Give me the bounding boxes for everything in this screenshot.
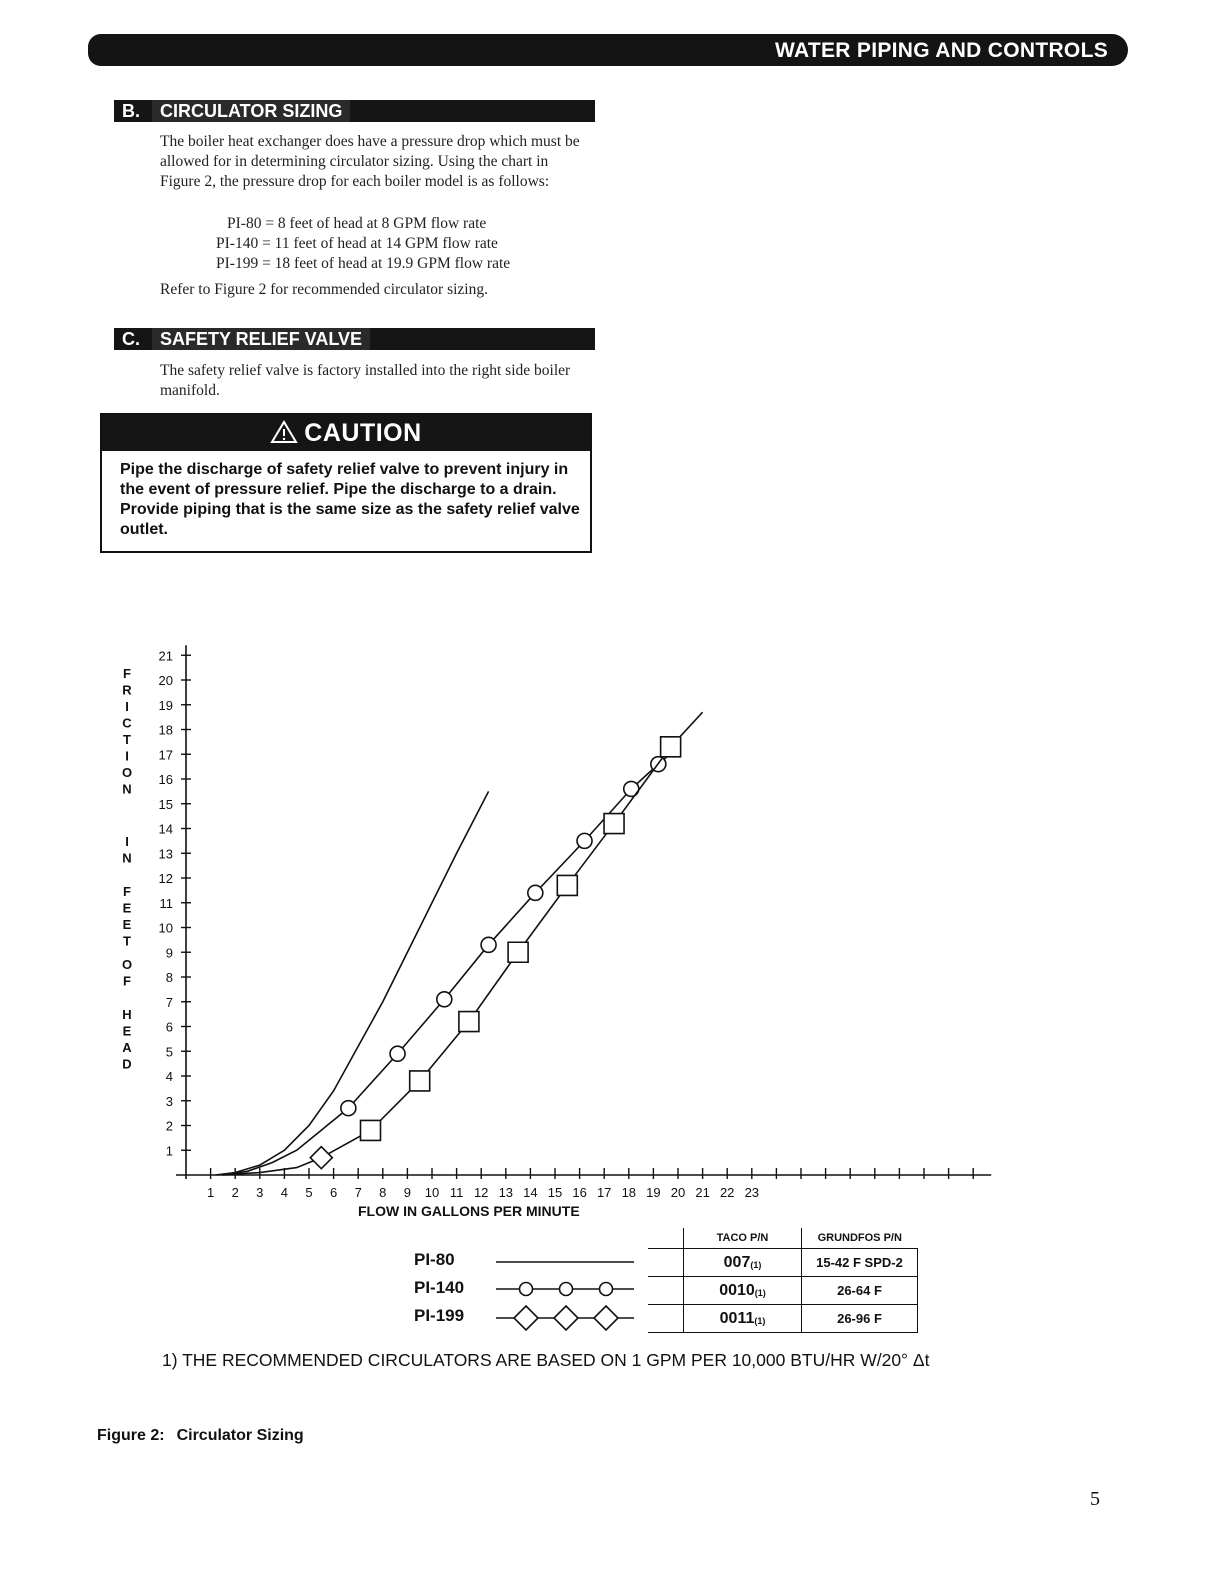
x-tick-label: 6 bbox=[329, 1185, 338, 1200]
circle-marker bbox=[528, 885, 543, 900]
y-axis-label-letter: O bbox=[121, 957, 133, 972]
series-line-pi-80 bbox=[216, 791, 489, 1175]
legend-diamond-marker bbox=[594, 1306, 618, 1330]
x-tick-label: 16 bbox=[572, 1185, 587, 1200]
y-tick-label: 1 bbox=[165, 1143, 173, 1159]
legend-label-pi140: PI-140 bbox=[414, 1278, 465, 1297]
diamond-marker bbox=[361, 1120, 381, 1140]
x-tick-label: 5 bbox=[305, 1185, 313, 1200]
header-title: WATER PIPING AND CONTROLS bbox=[775, 39, 1108, 62]
y-tick-label: 19 bbox=[158, 697, 173, 713]
x-tick-label: 10 bbox=[424, 1185, 440, 1200]
y-tick-label: 4 bbox=[165, 1069, 173, 1084]
x-tick-label: 12 bbox=[473, 1185, 489, 1200]
y-tick-label: 15 bbox=[158, 796, 173, 812]
taco-pn-cell: $007_{(1)}$ bbox=[684, 1249, 802, 1277]
y-tick-label: 17 bbox=[158, 747, 173, 763]
section-b-letter: B. bbox=[122, 101, 140, 121]
section-b-refer: Refer to Figure 2 for recommended circulator sizing. bbox=[160, 281, 488, 298]
y-tick-label: 14 bbox=[158, 821, 173, 837]
y-axis-label-letter: T bbox=[123, 732, 131, 747]
circulator-table bbox=[648, 1228, 918, 1333]
x-tick-label: 8 bbox=[379, 1185, 387, 1200]
y-tick-label: 10 bbox=[158, 920, 173, 936]
section-b-header bbox=[114, 100, 595, 122]
section-b-paragraph: The boiler heat exchanger does have a pressure drop which must be allowed for in determining circulator sizing. Using the chart in Figure 2, the pressure drop for each boiler model is as follows: bbox=[160, 133, 580, 190]
circle-marker bbox=[390, 1046, 405, 1061]
page-number: 5 bbox=[1090, 1488, 1100, 1510]
legend-circle-marker bbox=[600, 1283, 613, 1296]
diamond-marker bbox=[661, 737, 681, 757]
y-axis-label-letter: E bbox=[122, 900, 132, 916]
x-tick-label: 22 bbox=[719, 1185, 735, 1200]
table-row bbox=[648, 1249, 918, 1277]
x-tick-label: 23 bbox=[744, 1185, 760, 1200]
x-tick-label: 14 bbox=[523, 1185, 538, 1200]
circulator-sizing-chart bbox=[0, 630, 1210, 1210]
y-axis-label-letter: O bbox=[121, 765, 133, 780]
x-tick-label: 2 bbox=[231, 1185, 239, 1200]
grundfos-pn-cell: 26-96 F bbox=[802, 1305, 918, 1333]
y-tick-label: 2 bbox=[165, 1118, 173, 1134]
x-tick-label: 19 bbox=[646, 1185, 661, 1200]
legend-circle-marker bbox=[520, 1283, 533, 1296]
x-tick-label: 4 bbox=[280, 1185, 289, 1200]
caution-text: Pipe the discharge of safety relief valve to prevent injury in the event of pressure relief. Pipe the discharge to a drain. Provide piping that is the same size as the safety relief valve outlet. bbox=[120, 461, 580, 538]
circle-marker bbox=[577, 833, 592, 848]
x-tick-label: 21 bbox=[695, 1185, 710, 1200]
x-tick-label: 9 bbox=[403, 1185, 412, 1200]
legend-diamond-marker bbox=[514, 1306, 538, 1330]
y-tick-label: 21 bbox=[158, 648, 173, 664]
y-tick-label: 11 bbox=[159, 895, 173, 911]
diamond-marker bbox=[310, 1147, 332, 1169]
section-c-header bbox=[114, 328, 595, 350]
y-axis-label-letter: F bbox=[123, 666, 131, 681]
grundfos-pn-cell: 15-42 F SPD-2 bbox=[802, 1249, 918, 1277]
top-banner bbox=[88, 34, 1128, 66]
x-tick-label: 1 bbox=[206, 1185, 215, 1200]
y-axis-label-letter: F bbox=[123, 973, 131, 989]
circle-marker bbox=[481, 937, 496, 952]
taco-pn-cell: $0011_{(1)}$ bbox=[684, 1305, 802, 1333]
spec-line-pi199: PI-199 = 18 feet of head at 19.9 GPM flow rate bbox=[216, 255, 511, 272]
x-tick-label: 15 bbox=[547, 1185, 563, 1200]
y-tick-label: 3 bbox=[165, 1093, 173, 1109]
diamond-marker bbox=[557, 875, 577, 895]
grundfos-pn-cell: 26-64 F bbox=[802, 1277, 918, 1305]
figure-caption bbox=[97, 1427, 304, 1445]
y-axis-label-letter: C bbox=[122, 715, 132, 731]
y-axis-label-letter: E bbox=[122, 917, 132, 932]
x-tick-label: 13 bbox=[498, 1185, 514, 1200]
x-tick-label: 11 bbox=[449, 1185, 464, 1200]
circle-marker bbox=[341, 1101, 356, 1116]
circle-marker bbox=[437, 992, 452, 1007]
y-axis-label-letter: R bbox=[122, 682, 132, 698]
y-tick-label: 6 bbox=[165, 1019, 173, 1035]
y-axis-label-letter: D bbox=[122, 1056, 132, 1072]
table-header-taco: TACO P/N bbox=[684, 1228, 802, 1249]
y-tick-label: 5 bbox=[165, 1044, 173, 1060]
legend-label-pi199: PI-199 bbox=[414, 1306, 465, 1325]
y-axis-label-letter: I bbox=[125, 748, 129, 764]
caution-title: CAUTION bbox=[304, 419, 422, 447]
table-header-grundfos: GRUNDFOS P/N bbox=[802, 1228, 918, 1249]
footnote: 1) THE RECOMMENDED CIRCULATORS ARE BASED ON 1 GPM PER 10,000 BTU/HR W/20° Δt bbox=[162, 1350, 930, 1370]
x-axis-label: FLOW IN GALLONS PER MINUTE bbox=[358, 1203, 580, 1219]
y-tick-label: 8 bbox=[165, 970, 173, 985]
x-tick-label: 18 bbox=[621, 1185, 637, 1200]
figure-label: Figure 2: bbox=[97, 1427, 165, 1444]
y-tick-label: 18 bbox=[158, 722, 173, 738]
y-tick-label: 13 bbox=[158, 846, 173, 862]
taco-pn-cell: $0010_{(1)}$ bbox=[684, 1277, 802, 1305]
y-axis-label-letter: T bbox=[123, 933, 131, 949]
diamond-marker bbox=[410, 1071, 430, 1091]
section-b-title: CIRCULATOR SIZING bbox=[152, 100, 350, 122]
y-tick-label: 16 bbox=[158, 772, 173, 787]
figure-title: Circulator Sizing bbox=[176, 1427, 304, 1444]
caution-box bbox=[100, 413, 592, 553]
y-tick-label: 12 bbox=[158, 871, 173, 886]
y-axis-label-letter: I bbox=[125, 699, 129, 714]
legend-label-pi80: PI-80 bbox=[414, 1250, 455, 1269]
diamond-marker bbox=[604, 814, 624, 834]
legend-diamond-marker bbox=[554, 1306, 578, 1330]
y-axis-label-letter: A bbox=[122, 1040, 132, 1055]
diamond-marker bbox=[508, 942, 528, 962]
caution-bar bbox=[102, 415, 590, 451]
section-c-letter: C. bbox=[122, 329, 140, 349]
y-axis-label-letter: I bbox=[125, 834, 129, 849]
table-header-row bbox=[648, 1228, 918, 1249]
x-tick-label: 7 bbox=[354, 1185, 362, 1200]
spec-line-pi140: PI-140 = 11 feet of head at 14 GPM flow rate bbox=[216, 235, 498, 252]
x-tick-label: 3 bbox=[256, 1185, 264, 1200]
y-axis-label-letter: F bbox=[123, 884, 131, 899]
section-c-paragraph: The safety relief valve is factory installed into the right side boiler manifold. bbox=[160, 362, 571, 399]
table-row bbox=[648, 1305, 918, 1333]
spec-line-pi80: PI-80 = 8 feet of head at 8 GPM flow rate bbox=[227, 215, 487, 232]
x-tick-label: 20 bbox=[670, 1185, 686, 1200]
warning-triangle-icon bbox=[270, 420, 298, 444]
y-tick-label: 7 bbox=[165, 994, 173, 1010]
diamond-marker bbox=[459, 1012, 479, 1032]
section-c-title: SAFETY RELIEF VALVE bbox=[152, 328, 370, 350]
y-axis-label-letter: N bbox=[122, 850, 132, 866]
legend-circle-marker bbox=[560, 1283, 573, 1296]
table-row bbox=[648, 1277, 918, 1305]
y-tick-label: 9 bbox=[165, 945, 173, 961]
x-tick-label: 17 bbox=[596, 1185, 612, 1200]
y-axis-label-letter: H bbox=[122, 1007, 132, 1022]
legend-markers bbox=[490, 1246, 640, 1336]
y-axis-label-letter: E bbox=[122, 1023, 132, 1039]
y-axis-label-letter: N bbox=[122, 781, 132, 797]
y-tick-label: 20 bbox=[158, 673, 173, 688]
